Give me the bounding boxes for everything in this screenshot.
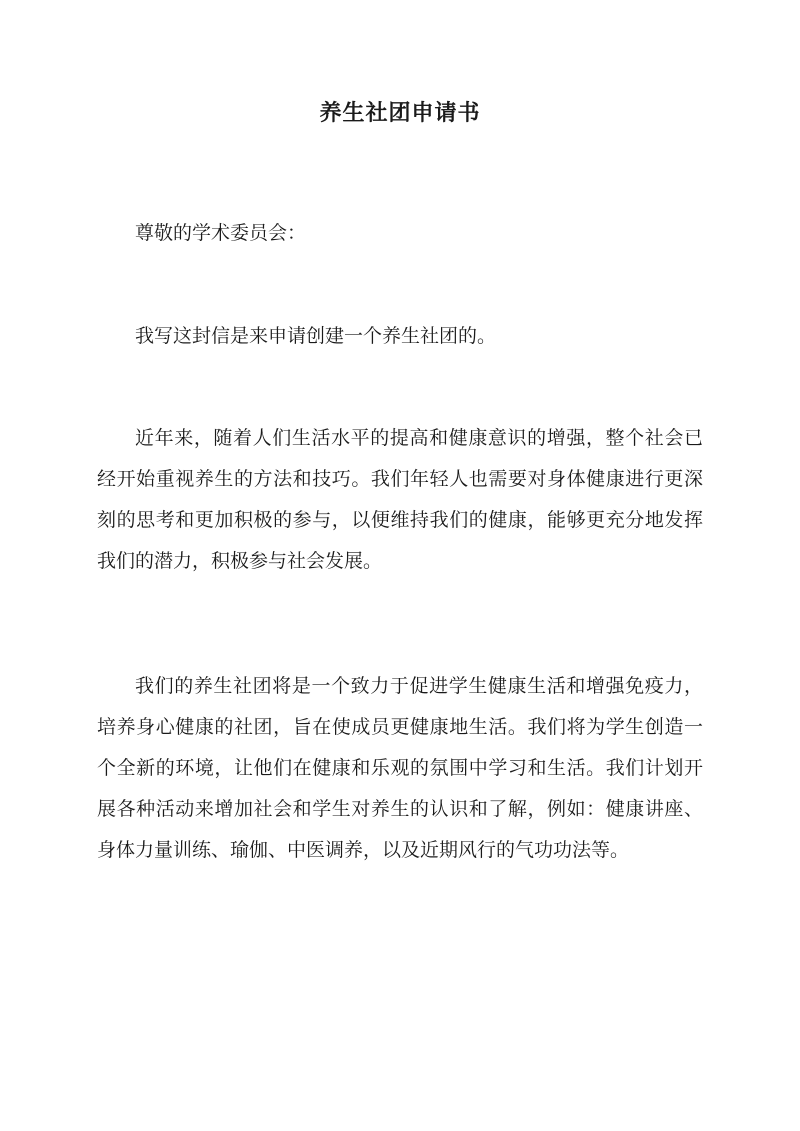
document-title: 养生社团申请书	[319, 100, 481, 126]
paragraph-background: 近年来，随着人们生活水平的提高和健康意识的增强，整个社会已经开始重视养生的方法和技巧。我们年轻人也需要对身体健康进行更深刻的思考和更加积极的参与，以便维持我们的健康，能够更充分地发挥我们的潜力，积极参与社会发展。	[97, 427, 703, 572]
paragraph-intro: 我写这封信是来申请创建一个养生社团的。	[135, 325, 497, 347]
salutation: 尊敬的学术委员会：	[135, 222, 307, 244]
paragraph-plan: 我们的养生社团将是一个致力于促进学生健康生活和增强免疫力，培养身心健康的社团，旨在使成员更健康地生活。我们将为学生创造一个全新的环境，让他们在健康和乐观的氛围中学习和生活。我们计划开展各种活动来增加社会和学生对养生的认识和了解，例如：健康讲座、身体力量训练、瑜伽、中医调养，以及近期风行的气功功法等。	[97, 675, 703, 861]
